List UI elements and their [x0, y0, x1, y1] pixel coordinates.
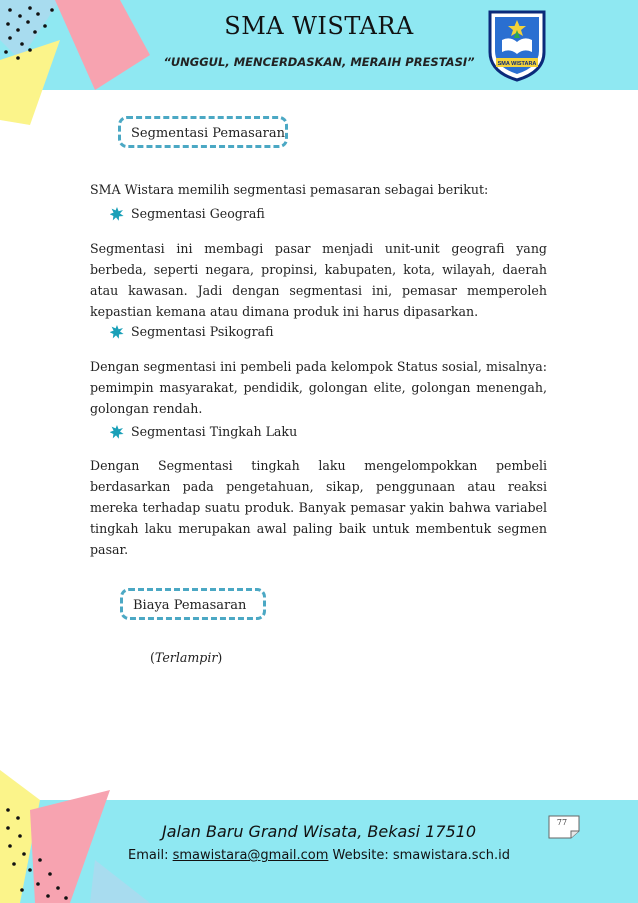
starburst-bullet-icon: [110, 207, 124, 221]
section-title-segmentasi: Segmentasi Pemasaran: [131, 126, 285, 141]
section-tag-biaya: [120, 588, 266, 620]
starburst-bullet-icon: [110, 325, 124, 339]
school-name: SMA WISTARA: [224, 12, 414, 40]
website-link[interactable]: smawistara.sch.id: [392, 848, 510, 863]
bullet-geografi: [110, 206, 265, 221]
school-logo-text: SMA WISTARA: [497, 61, 537, 67]
footer-address: Jalan Baru Grand Wisata, Bekasi 17510: [161, 822, 477, 841]
bullet-tingkah-laku: [110, 424, 297, 439]
attachment-note: (Terlampir): [150, 650, 223, 665]
section-tag-segmentasi: [118, 116, 288, 148]
bullet-geografi-label: Segmentasi Geografi: [131, 206, 265, 221]
bullet-psikografi: [110, 324, 274, 339]
school-logo: [486, 8, 548, 82]
school-motto: “UNGGUL, MENCERDASKAN, MERAIH PRESTASI”: [163, 55, 475, 69]
paragraph-geografi: Segmentasi ini membagi pasar menjadi unit-unit geografi yang berbeda, seperti negara, propinsi, kabupaten, kota, wilayah, daerah atau kawasan. Jadi dengan segmentasi ini, pemasar memperoleh kepastian kemana atau dimana produk ini harus dipasarkan.: [90, 241, 547, 319]
section-title-biaya: Biaya Pemasaran: [133, 598, 247, 613]
email-link[interactable]: smawistara@gmail.com: [172, 848, 329, 863]
starburst-bullet-icon: [110, 425, 124, 439]
paragraph-psikografi: Dengan segmentasi ini pembeli pada kelompok Status sosial, misalnya: pemimpin masyarakat, pendidik, golongan elite, golongan menengah, golongan rendah.: [90, 359, 547, 416]
intro-text: SMA Wistara memilih segmentasi pemasaran sebagai berikut:: [90, 182, 489, 197]
bullet-tingkah-laku-label: Segmentasi Tingkah Laku: [131, 424, 298, 439]
paragraph-tingkah-laku: Dengan Segmentasi tingkah laku mengelompokkan pembeli berdasarkan pada pengetahuan, sikap, penggunaan atau reaksi mereka terhadap suatu produk. Banyak pemasar yakin bahwa variabel tingkah laku merupakan awal paling baik untuk membentuk segmen pasar.: [90, 458, 547, 557]
attachment-note-text: Terlampir: [154, 650, 218, 665]
bullet-psikografi-label: Segmentasi Psikografi: [131, 324, 274, 339]
footer-contact: Email: smawistara@gmail.com Website: smawistara.sch.id: [128, 848, 510, 863]
page-number: 77: [556, 818, 568, 827]
